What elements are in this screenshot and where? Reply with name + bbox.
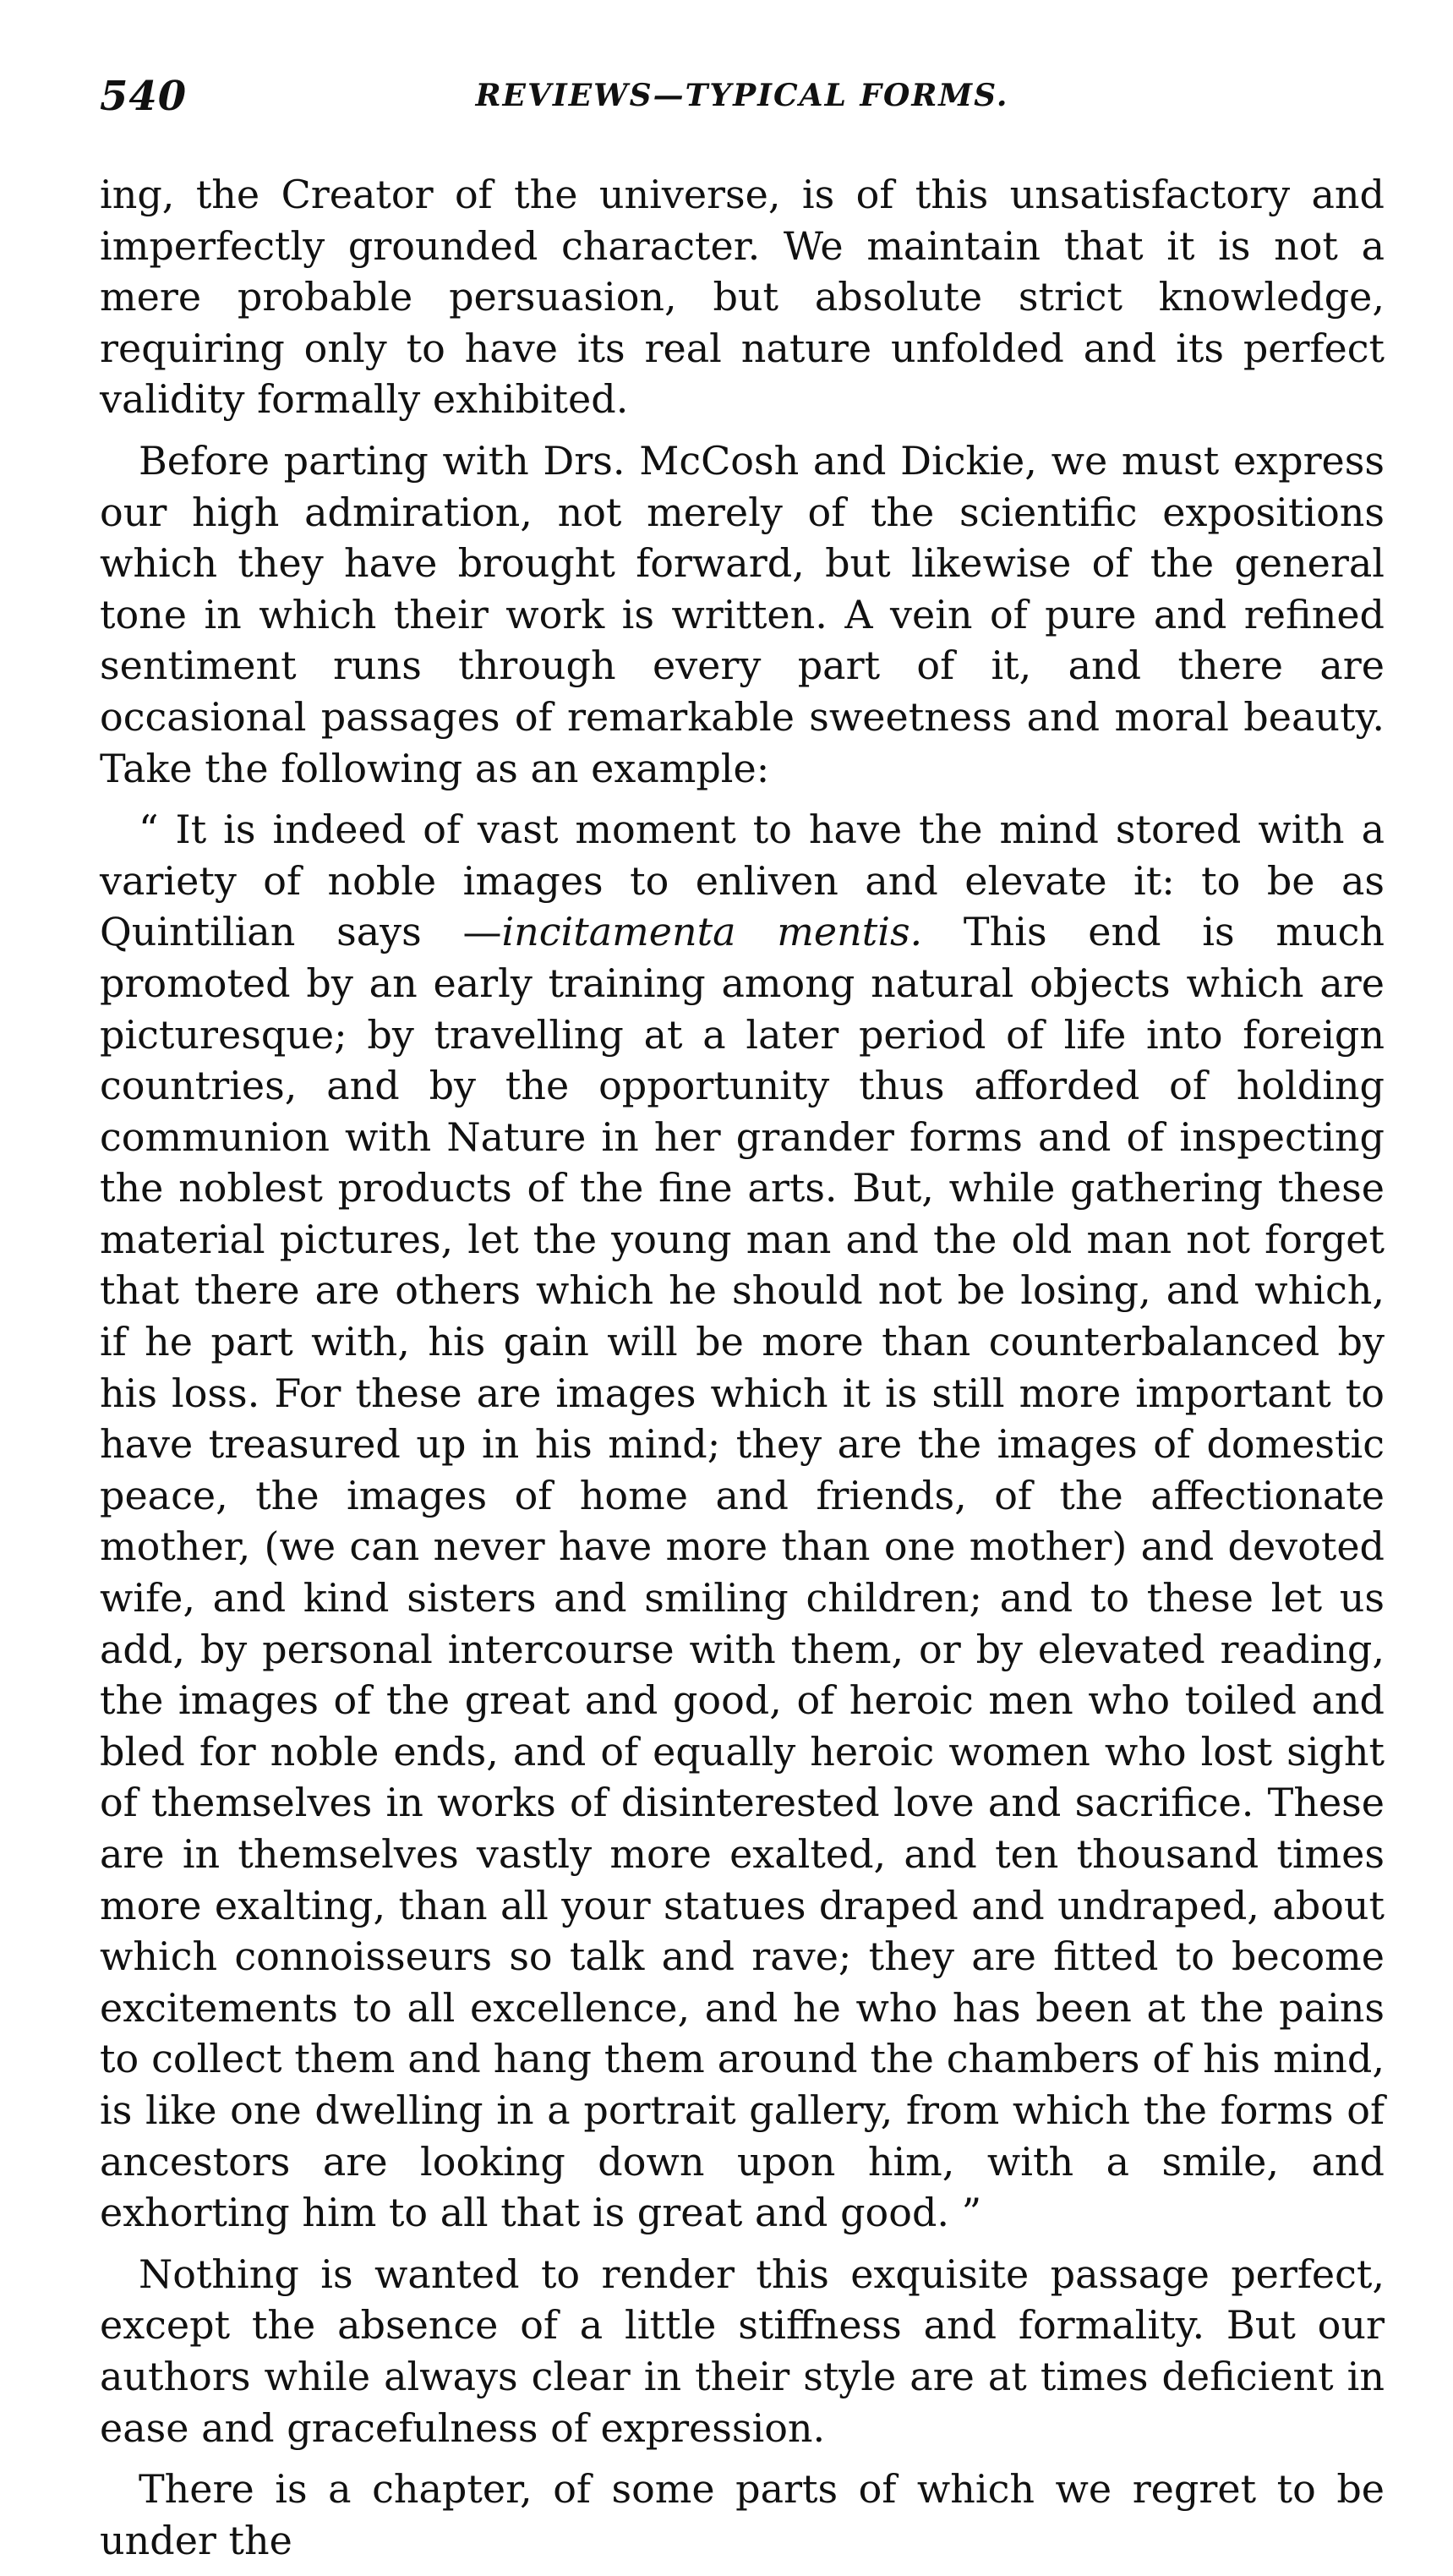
quote-text-after-italic: This end is much promoted by an early training among natural objects which are picturesque; by travelling at a later period of life into foreign countries, and by the opportunity thus afforded of holding communion with Nature in her grander forms and of inspecting the noblest products of the fine arts. But, while gathering these material pictures, let the young man and the old man not forget that there are others which he should not be losing, and which, if he part with, his gain will be more than counterbalanced by his loss. For these are images which it is still more important to have treasured up in his mind; they are the images of domestic peace, the images of home and friends, of the affectionate mother, (we can never have more than one mother) and devoted wife, and kind sisters and smiling children; and to these let us add, by personal intercourse with them, or by elevated reading, the images of the great and good, of heroic men who toiled and bled for noble ends, and of equally heroic women who lost sight of themselves in works of disinterested love and sacrifice. These are in themselves vastly more exalted, and ten thousand times more exalting, than all your statues draped and undraped, about which connoisseurs so talk and rave; they are fitted to become excitements to all excellence, and he who has been at the pains to collect them and hang them around the chambers of his mind, is like one dwelling in a portrait gallery, from which the forms of ancestors are looking down upon him, with a smile, and exhorting him to all that is great and good. ” (100, 909, 1385, 2236)
paragraph-chapter: There is a chapter, of some parts of which we regret to be under the (100, 2466, 1385, 2563)
quote-text-before-italic: “ It is indeed of vast moment to have the mind stored with a variety of noble images to enliven and elevate it: to be as Quintilian says — (100, 807, 1385, 955)
page-number: 540 (100, 73, 188, 120)
quote-italic-latin: incitamenta mentis. (501, 909, 923, 955)
paragraph-admiration: Before parting with Drs. McCosh and Dickie, we must express our high admiration, not merely of the scientific expositions which they have brought forward, but likewise of the general tone in which their work is written. A vein of pure and refined sentiment runs through every part of it, and there are occasional passages of remarkable sweetness and moral beauty. Take the following as an example: (100, 437, 1385, 791)
running-head (100, 73, 1385, 140)
body-text (100, 169, 1385, 2576)
running-title: REVIEWS—TYPICAL FORMS. (475, 78, 1009, 113)
paragraph-critique: Nothing is wanted to render this exquisite passage perfect, except the absence of a little stiffness and formality. But our authors while always clear in their style are at times deficient in ease and gracefulness of expression. (100, 2251, 1385, 2451)
block-quotation (100, 804, 1385, 2239)
paragraph-continuation: ing, the Creator of the universe, is of this unsatisfactory and imperfectly grounded character. We maintain that it is not a mere probable persuasion, but absolute strict knowledge, requiring only to have its real nature unfolded and its perfect validity formally exhibited. (100, 172, 1385, 423)
